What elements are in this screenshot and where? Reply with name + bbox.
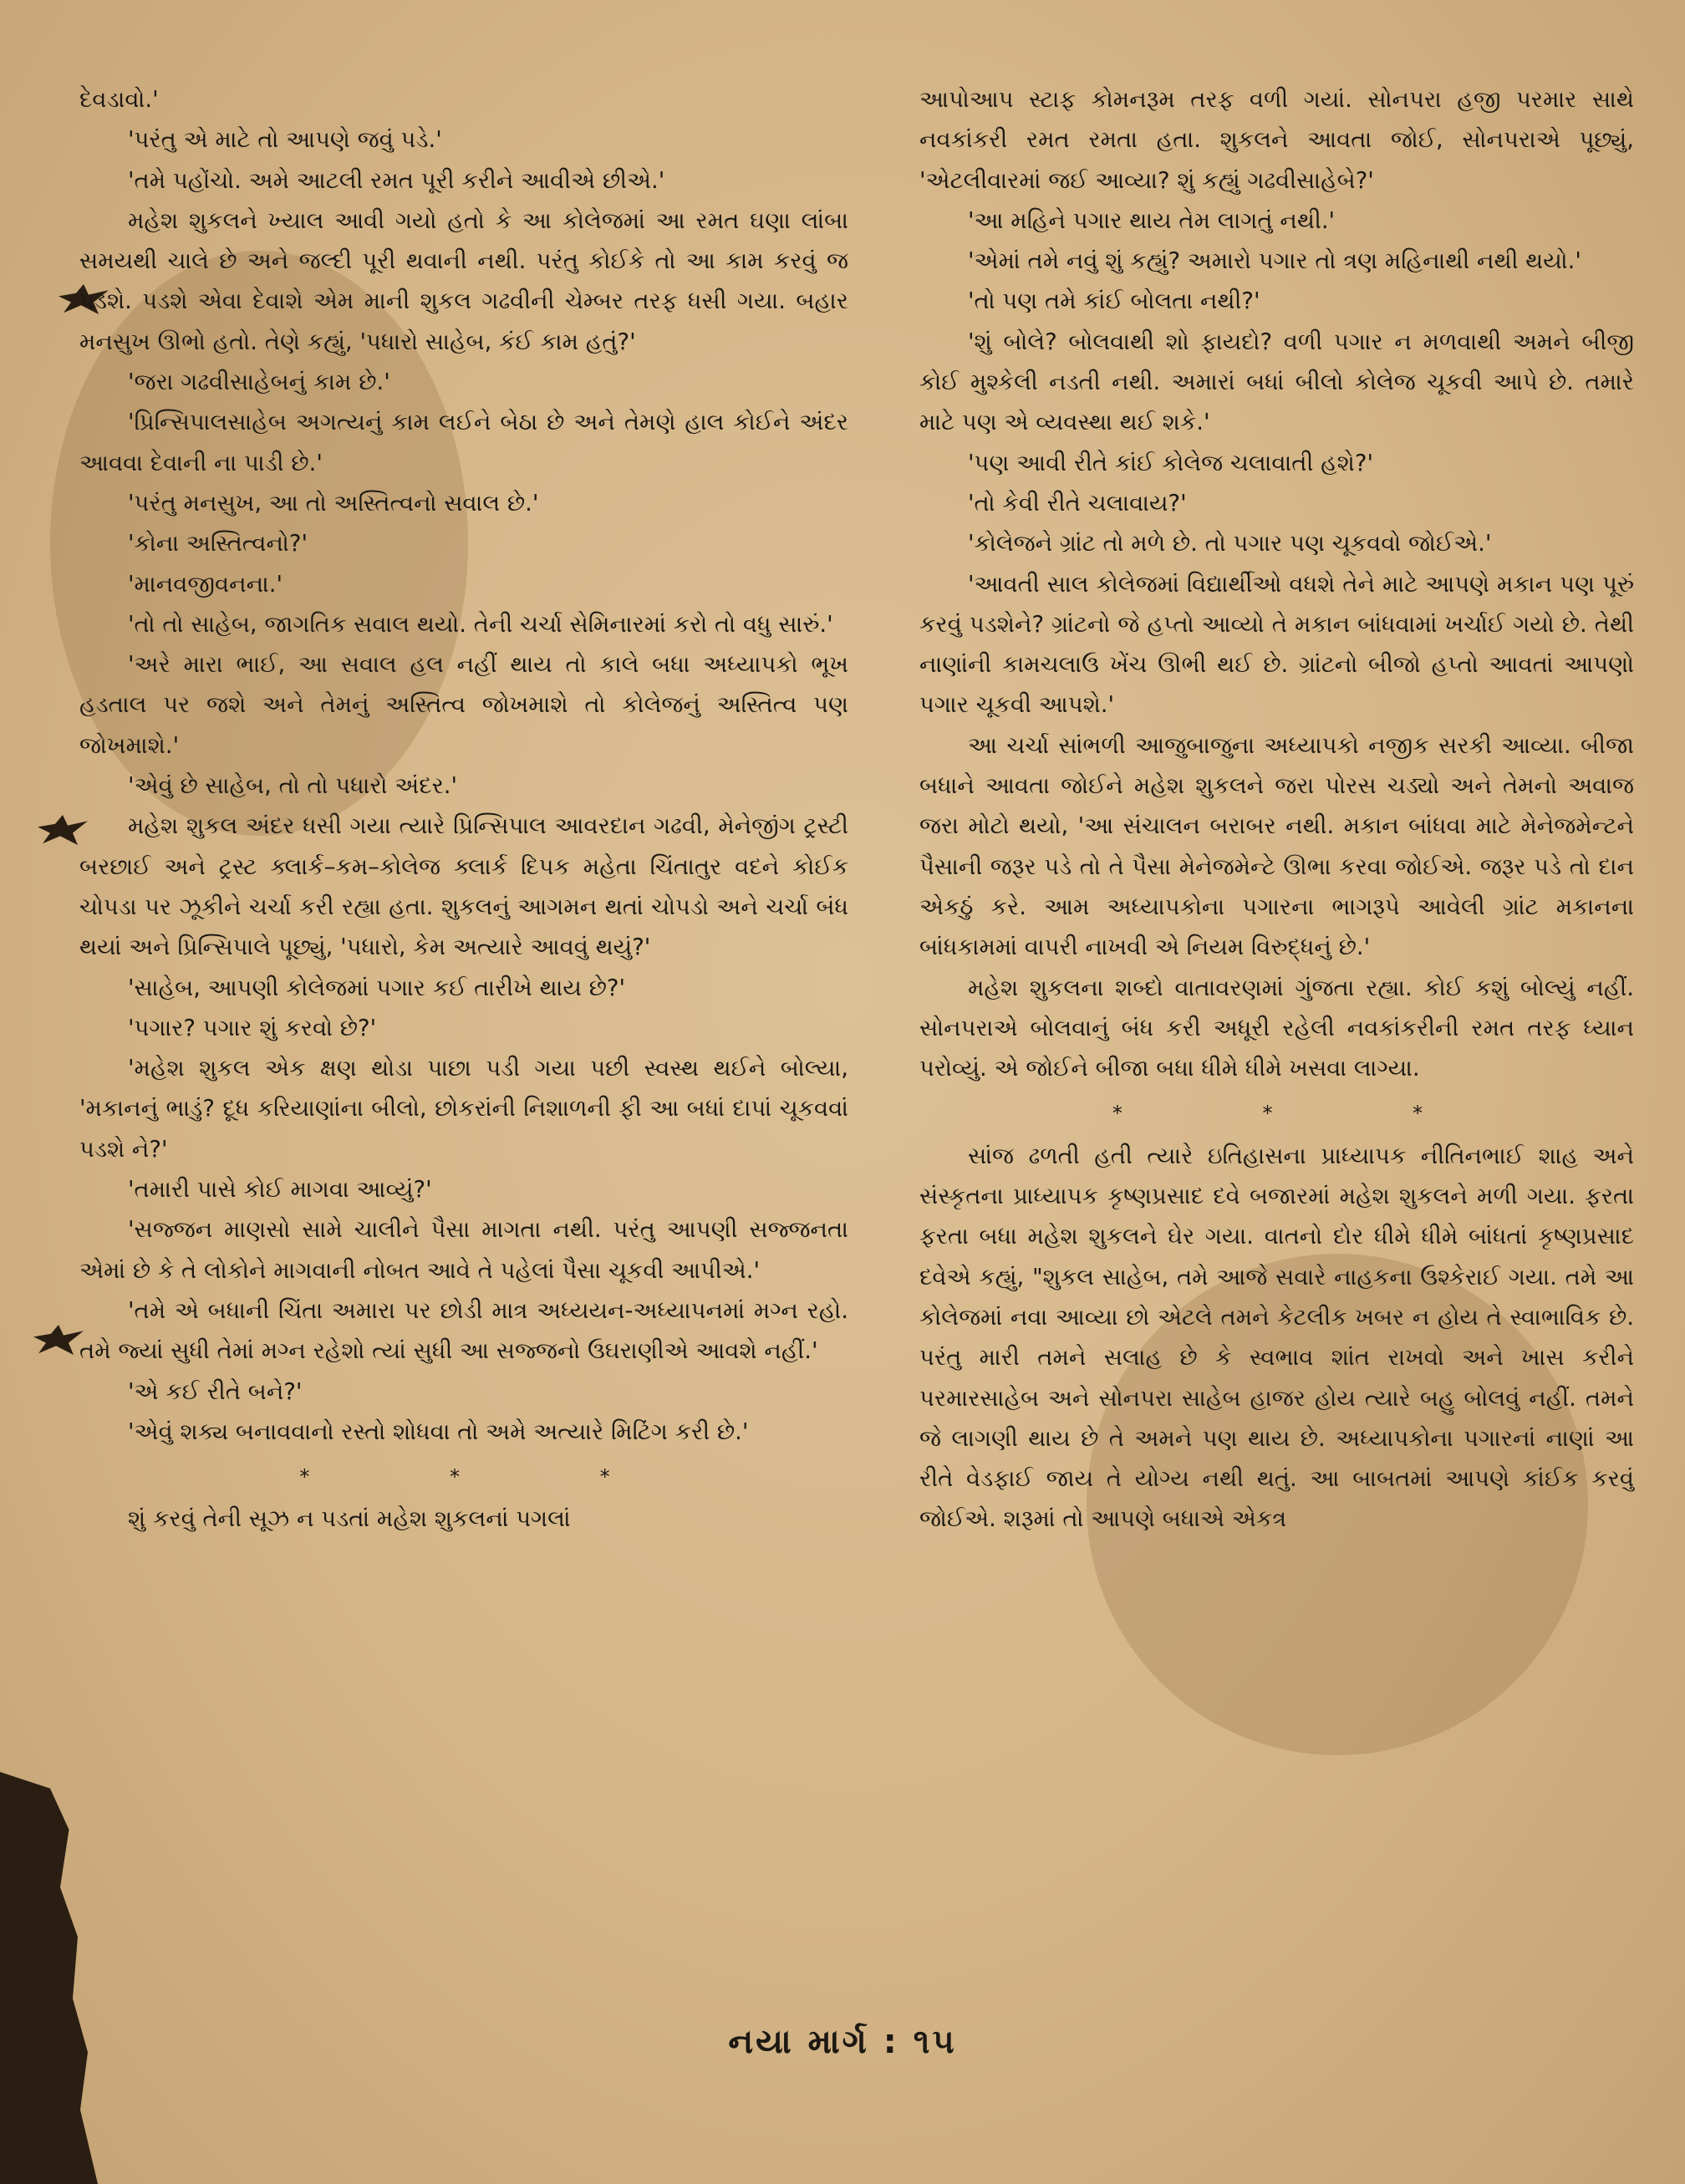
paragraph: 'એ કઈ રીતે બને?' <box>128 1377 303 1405</box>
paragraph: સાંજ ઢળતી હતી ત્યારે ઇતિહાસના પ્રાધ્યાપક નીતિનભાઈ શાહ અને સંસ્કૃતના પ્રાધ્યાપક કૃષ્ણપ્રસાદ દવે બજારમાં મહેશ શુકલને મળી ગયા. ફરતા ફરતા બધા મહેશ શુકલને ઘેર ગયા. વાતનો દોર ધીમે ધીમે બાંધતાં કૃષ્ણપ્રસાદ દવેએ કહ્યું, "શુકલ સાહેબ, તમે આજે સવારે નાહકના ઉશ્કેરાઈ ગયા. તમે આ કોલેજમાં નવા આવ્યા છો એટલે તમને કેટલીક ખબર ન હોય તે સ્વાભાવિક છે. પરંતુ મારી તમને સલાહ છે કે સ્વભાવ શાંત રાખવો અને ખાસ કરીને પરમારસાહેબ અને સોનપરા સાહેબ હાજર હોય ત્યારે બહુ બોલવું નહીં. તમને જે લાગણી થાય છે તે અમને પણ થાય છે. અધ્યાપકોના પગારનાં નાણાં આ રીતે વેડફાઈ જાય તે યોગ્ય નથી થતું. આ બાબતમાં આપણે કાંઈક કરવું જોઈએ. શરૂમાં તો આપણે બધાએ એકત્ર <box>919 1142 1634 1533</box>
paragraph: 'તો તો સાહેબ, જાગતિક સવાલ થયો. તેની ચર્ચા સેમિનારમાં કરો તો વધુ સારું.' <box>128 610 833 638</box>
left-column <box>79 79 848 1540</box>
paragraph: 'તો કેવી રીતે ચલાવાય?' <box>968 489 1187 517</box>
paragraph: શું કરવું તેની સૂઝ ન પડતાં મહેશ શુકલનાં પગલાં <box>128 1505 571 1533</box>
paragraph: 'જરા ગઢવીસાહેબનું કામ છે.' <box>128 369 390 396</box>
paragraph: 'એવું છે સાહેબ, તો તો પધારો અંદર.' <box>128 772 458 800</box>
paragraph: 'તમે પહોંચો. અમે આટલી રમત પૂરી કરીને આવીએ છીએ.' <box>128 166 665 194</box>
paragraph: 'પરંતુ એ માટે તો આપણે જવું પડે.' <box>128 126 442 154</box>
paragraph: 'તમે એ બધાની ચિંતા અમારા પર છોડી માત્ર અધ્યયન-અધ્યાપનમાં મગ્ન રહો. તમે જ્યાં સુધી તેમાં મગ્ન રહેશો ત્યાં સુધી આ સજ્જનો ઉઘરાણીએ આવશે નહીં.' <box>79 1296 848 1365</box>
paragraph: 'એમાં તમે નવું શું કહ્યું? અમારો પગાર તો ત્રણ મહિનાથી નથી થયો.' <box>968 247 1581 275</box>
paragraph: 'મહેશ શુકલ એક ક્ષણ થોડા પાછા પડી ગયા પછી સ્વસ્થ થઈને બોલ્યા, 'મકાનનું ભાડું? દૂધ કરિયાણાંના બીલો, છોકરાંની નિશાળની ફી આ બધાં દાપાં ચૂકવવાં પડશે ને?' <box>79 1055 848 1163</box>
page-footer: નયા માર્ગ : ૧૫ <box>728 2023 957 2061</box>
paper-damage <box>33 1325 84 1355</box>
paragraph: 'કોના અસ્તિત્વનો?' <box>128 530 308 557</box>
paragraph: 'તો પણ તમે કાંઈ બોલતા નથી?' <box>968 288 1260 315</box>
paragraph: મહેશ શુકલના શબ્દો વાતાવરણમાં ગુંજતા રહ્યા. કોઈ કશું બોલ્યું નહીં. સોનપરાએ બોલવાનું બંધ કરી અધૂરી રહેલી નવકાંકરીની રમત તરફ ધ્યાન પરોવ્યું. એ જોઈને બીજા બધા ધીમે ધીમે ખસવા લાગ્યા. <box>919 974 1634 1082</box>
paragraph: 'પરંતુ મનસુખ, આ તો અસ્તિત્વનો સવાલ છે.' <box>128 489 539 517</box>
paragraph: મહેશ શુકલ અંદર ધસી ગયા ત્યારે પ્રિન્સિપાલ આવરદાન ગઢવી, મેનેજીંગ ટ્રસ્ટી બરછાઈ અને ટ્રસ્ટ ક્લાર્ક–કમ–કોલેજ ક્લાર્ક દિપક મહેતા ચિંતાતુર વદને કોઈક ચોપડા પર ઝૂકીને ચર્ચા કરી રહ્યા હતા. શુકલનું આગમન થતાં ચોપડો અને ચર્ચા બંધ થયાં અને પ્રિન્સિપાલે પૂછ્યું, 'પધારો, કેમ અત્યારે આવવું થયું?' <box>79 812 848 961</box>
paragraph: દેવડાવો.' <box>79 86 159 113</box>
paragraph: આપોઆપ સ્ટાફ કોમનરૂમ તરફ વળી ગયાં. સોનપરા હજી પરમાર સાથે નવકાંકરી રમત રમતા હતા. શુકલને આવતા જોઈ, સોનપરાએ પૂછ્યું, 'એટલીવારમાં જઈ આવ્યા? શું કહ્યું ગઢવીસાહેબે?' <box>919 86 1634 194</box>
paragraph: 'પ્રિન્સિપાલસાહેબ અગત્યનું કામ લઈને બેઠા છે અને તેમણે હાલ કોઈને અંદર આવવા દેવાની ના પાડી છે.' <box>79 409 848 476</box>
paragraph: 'અરે મારા ભાઈ, આ સવાલ હલ નહીં થાય તો કાલે બધા અધ્યાપકો ભૂખ હડતાલ પર જશે અને તેમનું અસ્તિત્વ જોખમાશે તો કોલેજનું અસ્તિત્વ પણ જોખમાશે.' <box>79 651 848 759</box>
paragraph: 'કોલેજને ગ્રાંટ તો મળે છે. તો પગાર પણ ચૂકવવો જોઈએ.' <box>968 530 1492 557</box>
right-column <box>919 79 1634 1540</box>
paragraph: આ ચર્ચા સાંભળી આજુબાજુના અધ્યાપકો નજીક સરકી આવ્યા. બીજા બધાને આવતા જોઈને મહેશ શુકલને જરા પોરસ ચડ્યો અને તેમનો અવાજ જરા મોટો થયો, 'આ સંચાલન બરાબર નથી. મકાન બાંધવા માટે મેનેજમેન્ટને પૈસાની જરૂર પડે તો તે પૈસા મેનેજમેન્ટે ઊભા કરવા જોઈએ. જરૂર પડે તો દાન એકઠું કરે. આમ અધ્યાપકોના પગારના ભાગરૂપે આવેલી ગ્રાંટ મકાનના બાંધકામમાં વાપરી નાખવી એ નિયમ વિરુદ્ધનું છે.' <box>919 731 1634 961</box>
paragraph: મહેશ શુકલને ખ્યાલ આવી ગયો હતો કે આ કોલેજમાં આ રમત ઘણા લાંબા સમયથી ચાલે છે અને જલ્દી પૂરી થવાની નથી. પરંતુ કોઈકે તો આ કામ કરવું જ પડશે. પડશે એવા દેવાશે એમ માની શુકલ ગઢવીની ચેમ્બર તરફ ધસી ગયા. બહાર મનસુખ ઊભો હતો. તેણે કહ્યું, 'પધારો સાહેબ, કંઈ કામ હતું?' <box>79 206 848 355</box>
paragraph: 'એવું શક્ય બનાવવાનો રસ્તો શોધવા તો અમે અત્યારે મિટિંગ કરી છે.' <box>128 1418 749 1445</box>
paragraph: 'આવતી સાલ કોલેજમાં વિદ્યાર્થીઓ વધશે તેને માટે આપણે મકાન પણ પૂરું કરવું પડશેને? ગ્રાંટનો જે હપ્તો આવ્યો તે મકાન બાંધવામાં ખર્ચાઈ ગયો છે. તેથી નાણાંની કામચલાઉ ખેંચ ઊભી થઈ છે. ગ્રાંટનો બીજો હપ્તો આવતાં આપણો પગાર ચૂકવી આપશે.' <box>919 570 1634 719</box>
section-divider: * * * <box>299 1465 677 1489</box>
paragraph: 'શું બોલે? બોલવાથી શો ફાયદો? વળી પગાર ન મળવાથી અમને બીજી કોઈ મુશ્કેલી નડતી નથી. અમારાં બધાં બીલો કોલેજ ચૂકવી આપે છે. તમારે માટે પણ એ વ્યવસ્થા થઈ શકે.' <box>919 328 1634 436</box>
section-divider: * * * <box>1112 1102 1490 1126</box>
paragraph: 'સજ્જન માણસો સામે ચાલીને પૈસા માગતા નથી. પરંતુ આપણી સજ્જનતા એમાં છે કે તે લોકોને માગવાની નોબત આવે તે પહેલાં પૈસા ચૂકવી આપીએ.' <box>79 1216 848 1284</box>
paragraph: 'તમારી પાસે કોઈ માગવા આવ્યું?' <box>128 1176 432 1204</box>
paragraph: 'સાહેબ, આપણી કોલેજમાં પગાર કઈ તારીખે થાય છે?' <box>128 974 626 1001</box>
paragraph: 'આ મહિને પગાર થાય તેમ લાગતું નથી.' <box>968 206 1336 234</box>
torn-corner <box>0 1772 125 2184</box>
paragraph: 'માનવજીવનના.' <box>128 570 283 598</box>
paragraph: 'પણ આવી રીતે કાંઈ કોલેજ ચલાવાતી હશે?' <box>968 449 1374 476</box>
paragraph: 'પગાર? પગાર શું કરવો છે?' <box>128 1014 377 1041</box>
